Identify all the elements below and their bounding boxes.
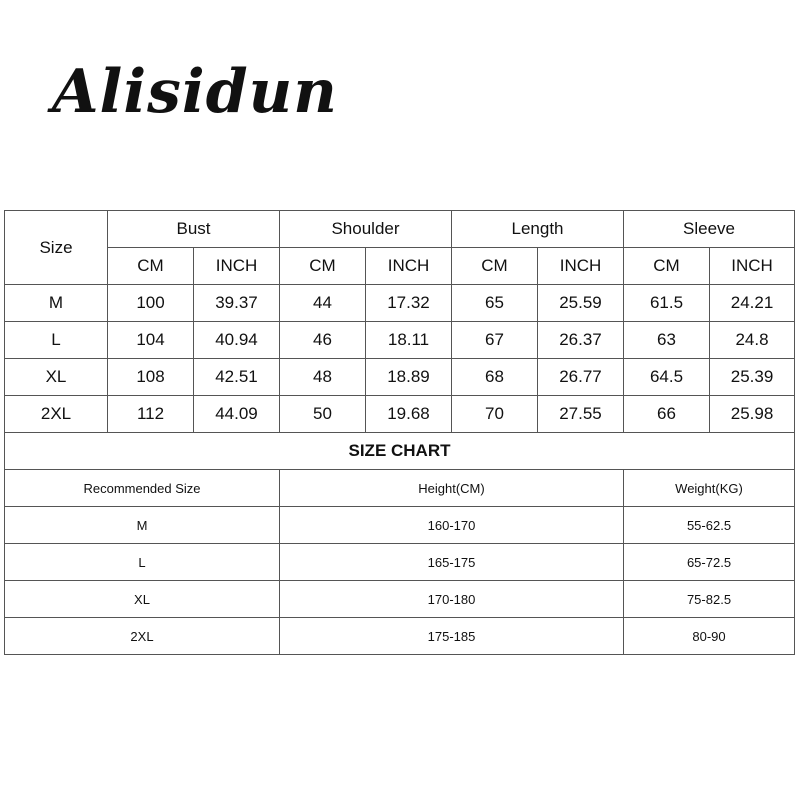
- value-cell: 39.37: [194, 285, 280, 322]
- height-cell: 160-170: [280, 507, 624, 544]
- value-cell: 24.8: [710, 322, 795, 359]
- height-cell: 170-180: [280, 581, 624, 618]
- height-header: Height(CM): [280, 470, 624, 507]
- value-cell: 26.77: [538, 359, 624, 396]
- recommended-size-cell: 2XL: [5, 618, 280, 655]
- value-cell: 112: [108, 396, 194, 433]
- value-cell: 19.68: [366, 396, 452, 433]
- value-cell: 26.37: [538, 322, 624, 359]
- value-cell: 50: [280, 396, 366, 433]
- value-cell: 18.11: [366, 322, 452, 359]
- group-header-sleeve: Sleeve: [624, 211, 795, 248]
- recommended-size-cell: XL: [5, 581, 280, 618]
- value-cell: 27.55: [538, 396, 624, 433]
- size-header: Size: [5, 211, 108, 285]
- size-cell: M: [5, 285, 108, 322]
- table-row: [5, 544, 795, 581]
- value-cell: 48: [280, 359, 366, 396]
- weight-header: Weight(KG): [624, 470, 795, 507]
- weight-cell: 80-90: [624, 618, 795, 655]
- weight-cell: 75-82.5: [624, 581, 795, 618]
- value-cell: 25.39: [710, 359, 795, 396]
- group-header-shoulder: Shoulder: [280, 211, 452, 248]
- height-cell: 165-175: [280, 544, 624, 581]
- value-cell: 17.32: [366, 285, 452, 322]
- value-cell: 18.89: [366, 359, 452, 396]
- recommended-size-cell: M: [5, 507, 280, 544]
- table-row: [5, 396, 795, 433]
- size-measurement-table: [4, 210, 795, 470]
- table-row: [5, 581, 795, 618]
- height-cell: 175-185: [280, 618, 624, 655]
- brand-logo: Alisidun: [52, 57, 338, 127]
- table-row: [5, 359, 795, 396]
- value-cell: 42.51: [194, 359, 280, 396]
- weight-cell: 55-62.5: [624, 507, 795, 544]
- value-cell: 46: [280, 322, 366, 359]
- group-header-bust: Bust: [108, 211, 280, 248]
- value-cell: 40.94: [194, 322, 280, 359]
- value-cell: 100: [108, 285, 194, 322]
- unit-header: CM: [108, 248, 194, 285]
- recommended-header-row: [5, 470, 795, 507]
- chart-title: SIZE CHART: [5, 433, 795, 470]
- unit-header: CM: [280, 248, 366, 285]
- recommended-size-cell: L: [5, 544, 280, 581]
- size-cell: XL: [5, 359, 108, 396]
- unit-header: CM: [452, 248, 538, 285]
- size-cell: 2XL: [5, 396, 108, 433]
- table-row: [5, 285, 795, 322]
- value-cell: 24.21: [710, 285, 795, 322]
- value-cell: 108: [108, 359, 194, 396]
- value-cell: 64.5: [624, 359, 710, 396]
- recommended-size-header: Recommended Size: [5, 470, 280, 507]
- recommended-size-table: [4, 469, 795, 655]
- value-cell: 63: [624, 322, 710, 359]
- value-cell: 65: [452, 285, 538, 322]
- value-cell: 104: [108, 322, 194, 359]
- unit-header: INCH: [538, 248, 624, 285]
- weight-cell: 65-72.5: [624, 544, 795, 581]
- table-row: [5, 507, 795, 544]
- group-header-length: Length: [452, 211, 624, 248]
- value-cell: 66: [624, 396, 710, 433]
- value-cell: 68: [452, 359, 538, 396]
- value-cell: 44.09: [194, 396, 280, 433]
- table-row: [5, 618, 795, 655]
- unit-header: INCH: [366, 248, 452, 285]
- value-cell: 25.98: [710, 396, 795, 433]
- chart-title-row: [5, 433, 795, 470]
- unit-header: INCH: [710, 248, 795, 285]
- unit-header-row: [5, 248, 795, 285]
- size-cell: L: [5, 322, 108, 359]
- group-header-row: [5, 211, 795, 248]
- value-cell: 70: [452, 396, 538, 433]
- value-cell: 61.5: [624, 285, 710, 322]
- value-cell: 44: [280, 285, 366, 322]
- unit-header: CM: [624, 248, 710, 285]
- unit-header: INCH: [194, 248, 280, 285]
- table-row: [5, 322, 795, 359]
- value-cell: 25.59: [538, 285, 624, 322]
- value-cell: 67: [452, 322, 538, 359]
